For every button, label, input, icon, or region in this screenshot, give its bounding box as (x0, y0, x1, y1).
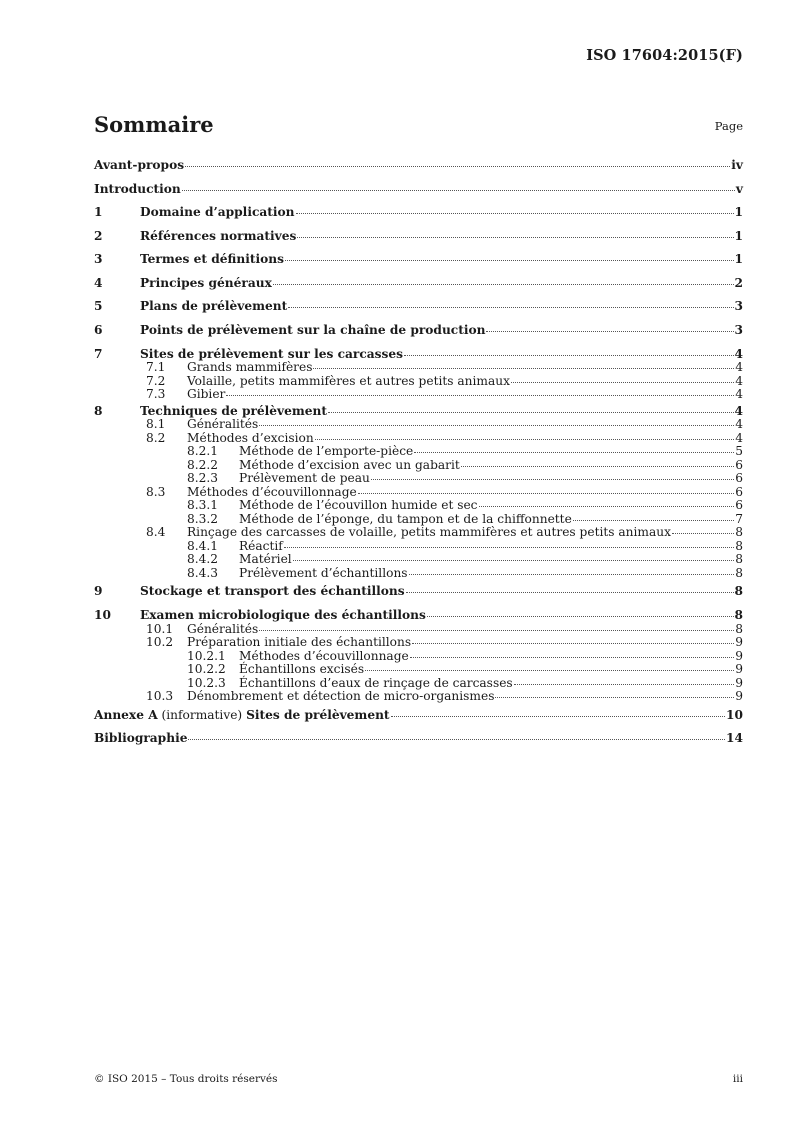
toc-entry-title: Généralités (187, 417, 259, 431)
toc-leader (315, 439, 734, 440)
toc-entry-title: Échantillons excisés (239, 662, 365, 676)
toc-entry-number: 4 (94, 275, 103, 290)
toc-entry-title: Rinçage des carcasses de volaille, petits mammifères et autres petits animaux (187, 525, 671, 539)
toc-entry-8-2-1[interactable] (94, 445, 743, 459)
toc-entry-title: Méthodes d’excision (187, 430, 314, 445)
toc-entry-page: 7 (735, 511, 743, 526)
toc-entry-title: Prélèvement de peau (239, 471, 370, 485)
toc-entry-8-3[interactable] (94, 486, 743, 500)
toc-leader (573, 520, 734, 521)
toc-entry-number: 10 (94, 608, 111, 622)
toc-entry-page: 9 (735, 689, 743, 703)
toc-leader (293, 560, 735, 561)
toc-entry-page: 4 (735, 360, 743, 374)
toc-entry-title: Dénombrement et détection de micro-organismes (187, 689, 495, 703)
toc-entry-4[interactable] (94, 272, 743, 296)
toc-leader (188, 739, 725, 740)
toc-entry-title: Domaine d’application (140, 205, 295, 219)
toc-leader (284, 547, 734, 548)
toc-entry-page: 4 (735, 430, 743, 445)
toc-entry-number: 10.3 (146, 689, 174, 703)
toc-entry-title: Gibier (187, 387, 226, 401)
toc-leader (365, 670, 734, 671)
toc-leader (328, 412, 734, 413)
toc-entry-page: 6 (735, 457, 743, 472)
toc-entry-page: 3 (734, 322, 743, 337)
toc-entry-page: 1 (734, 205, 743, 219)
toc-entry-8-4-3[interactable] (94, 567, 743, 581)
toc-entry-page: 5 (735, 444, 743, 458)
toc-entry-number: 8.4.2 (187, 552, 219, 566)
toc-entry-3[interactable] (94, 248, 743, 272)
toc-entry-page: 9 (735, 662, 743, 676)
toc-entry-10-3[interactable] (94, 690, 743, 704)
toc-entry-page: 8 (735, 552, 743, 566)
toc-entry-title: Points de prélèvement sur la chaîne de production (140, 322, 486, 337)
toc-entry-page: 6 (735, 484, 743, 499)
toc-entry-number: 6 (94, 322, 103, 337)
toc-entry-title: Généralités (187, 621, 259, 636)
toc-entry-10-2[interactable] (94, 636, 743, 650)
toc-leader (514, 684, 735, 685)
toc-entry-number: 8.2 (146, 430, 166, 445)
toc-leader (486, 331, 733, 332)
toc-entry-title: Principes généraux (140, 275, 272, 290)
toc-entry-page: 4 (734, 346, 743, 361)
toc-entry-page: 1 (734, 228, 743, 243)
toc-entry-number: 10.2.1 (187, 648, 226, 663)
toc-entry-7[interactable] (94, 348, 743, 362)
toc-entry-page: 8 (734, 584, 743, 598)
toc-entry-8-4-1[interactable] (94, 540, 743, 554)
toc-entry-10-1[interactable] (94, 623, 743, 637)
toc-entry-page: 8 (735, 621, 743, 636)
document-id: ISO 17604:2015(F) (586, 47, 743, 64)
toc-entry-number: 8.4 (146, 525, 166, 539)
toc-entry-number: 8 (94, 403, 103, 418)
toc-entry-8-3-1[interactable] (94, 499, 743, 513)
toc-entry-avant-propos[interactable] (94, 154, 743, 178)
toc-entry-7-3[interactable] (94, 388, 743, 402)
toc-leader (259, 630, 734, 631)
page-title: Sommaire (94, 112, 214, 137)
toc-leader (391, 716, 725, 717)
toc-leader (288, 307, 733, 308)
toc-entry-page: iv (731, 158, 743, 172)
toc-entry-8-2-3[interactable] (94, 472, 743, 486)
toc-entry-title: Examen microbiologique des échantillons (140, 608, 426, 622)
toc-entry-page: 4 (734, 403, 743, 418)
toc-leader (412, 643, 734, 644)
toc-entry-number: 8.3 (146, 484, 166, 499)
toc-entry-title: Méthodes d’écouvillonnage (187, 484, 357, 499)
toc-entry-8-2-2[interactable] (94, 459, 743, 473)
toc-entry-10-2-1[interactable] (94, 650, 743, 664)
toc-entry-9[interactable] (94, 580, 743, 604)
footer-page-number: iii (732, 1073, 743, 1085)
toc-leader (406, 592, 734, 593)
toc-entry-page: 9 (735, 635, 743, 649)
toc-entry-title: Méthode de l’éponge, du tampon et de la chiffonnette (239, 511, 572, 526)
toc-entry-page: 1 (734, 252, 743, 266)
toc-entry-5[interactable] (94, 295, 743, 319)
toc-entry-number: 9 (94, 584, 103, 598)
annex-label: Annexe A (94, 707, 158, 722)
toc-leader (414, 452, 734, 453)
toc-leader (409, 574, 735, 575)
toc-entry-page: 4 (735, 417, 743, 431)
toc-entry-title: Grands mammifères (187, 360, 313, 374)
toc-leader (313, 368, 734, 369)
toc-entry-number: 7 (94, 346, 103, 361)
annex-type: (informative) (157, 707, 247, 722)
toc-entry-number: 8.1 (146, 417, 166, 431)
toc-entry-title: Techniques de prélèvement (140, 403, 328, 418)
toc-entry-page: 9 (735, 675, 743, 690)
toc-entry-number: 1 (94, 205, 103, 219)
toc-entry-title: Sites de prélèvement sur les carcasses (140, 346, 404, 361)
toc-leader (410, 657, 735, 658)
toc-entry-number: 8.2.3 (187, 471, 219, 485)
toc-entry-title: Méthode de l’écouvillon humide et sec (239, 498, 478, 512)
toc-entry-introduction[interactable] (94, 178, 743, 202)
toc-entry-page: 6 (735, 498, 743, 512)
toc-leader (511, 382, 734, 383)
toc-entry-page: 9 (735, 648, 743, 663)
toc-entry-number: 8.3.1 (187, 498, 219, 512)
toc-entry-8[interactable] (94, 405, 743, 419)
toc-entry-title: Bibliographie (94, 731, 188, 745)
toc-entry-number: 2 (94, 228, 103, 243)
toc-entry-page: 10 (726, 707, 743, 722)
toc-entry-10[interactable] (94, 609, 743, 623)
toc-entry-2[interactable] (94, 225, 743, 249)
toc-entry-number: 7.3 (146, 387, 166, 401)
toc-entry-number: 8.4.1 (187, 538, 219, 553)
toc-entry-number: 8.4.3 (187, 565, 219, 580)
toc-entry-title: Prélèvement d’échantillons (239, 565, 408, 580)
toc-entry-8-2[interactable] (94, 432, 743, 446)
toc-entry-7-2[interactable] (94, 375, 743, 389)
toc-leader (404, 355, 734, 356)
toc-entry-10-2-3[interactable] (94, 677, 743, 691)
toc-entry-number: 10.1 (146, 621, 174, 636)
toc-entry-number: 7.1 (146, 360, 166, 374)
toc-entry-page: 4 (735, 373, 743, 388)
toc-entry-title: Méthodes d’écouvillonnage (239, 648, 409, 663)
toc-entry-1[interactable] (94, 201, 743, 225)
toc-entry-page: 8 (735, 525, 743, 539)
toc-leader (461, 466, 734, 467)
toc-leader (495, 697, 734, 698)
toc-entry-10-2-2[interactable] (94, 663, 743, 677)
toc-entry-title: Termes et définitions (140, 252, 284, 266)
toc-entry-title: Plans de prélèvement (140, 299, 288, 313)
toc-entry-title: Références normatives (140, 228, 297, 243)
toc-entry-title: Méthode de l’emporte-pièce (239, 444, 414, 458)
toc-entry-title: Avant-propos (94, 158, 185, 172)
toc-entry-8-4-2[interactable] (94, 553, 743, 567)
toc-entry-number: 10.2.2 (187, 662, 226, 676)
annex-title: Sites de prélèvement (246, 707, 390, 722)
toc-entry-page: 8 (735, 565, 743, 580)
toc-entry-page: 6 (735, 471, 743, 485)
toc-entry-page: 8 (735, 538, 743, 553)
toc-leader (427, 616, 734, 617)
toc-entry-title: Méthode d’excision avec un gabarit (239, 457, 460, 472)
table-of-contents (94, 154, 743, 751)
toc-entry-title: Volaille, petits mammifères et autres petits animaux (187, 373, 510, 388)
toc-entry-page: 8 (734, 608, 743, 622)
toc-leader (297, 237, 733, 238)
toc-entry-number: 5 (94, 299, 103, 313)
toc-entry-page: v (735, 181, 743, 196)
toc-entry-title: Préparation initiale des échantillons (187, 635, 412, 649)
toc-leader (285, 260, 734, 261)
toc-entry-title: Réactif (239, 538, 283, 553)
toc-entry-number: 8.2.1 (187, 444, 219, 458)
toc-leader (226, 395, 734, 396)
toc-entry-8-4[interactable] (94, 526, 743, 540)
page-column-label: Page (714, 119, 743, 133)
toc-leader (358, 493, 735, 494)
toc-entry-title: Stockage et transport des échantillons (140, 584, 405, 598)
toc-entry-title: Matériel (239, 552, 292, 566)
toc-leader (371, 479, 734, 480)
toc-entry-annexe-a[interactable] (94, 704, 743, 728)
toc-entry-number: 7.2 (146, 373, 166, 388)
toc-entry-page: 2 (734, 275, 743, 290)
toc-entry-number: 10.2 (146, 635, 174, 649)
toc-entry-title: Échantillons d’eaux de rinçage de carcasses (239, 675, 513, 690)
toc-leader (296, 213, 734, 214)
toc-leader (672, 533, 734, 534)
toc-entry-page: 14 (726, 731, 743, 745)
toc-entry-8-3-2[interactable] (94, 513, 743, 527)
toc-entry-7-1[interactable] (94, 361, 743, 375)
toc-entry-6[interactable] (94, 319, 743, 343)
toc-leader (273, 284, 734, 285)
toc-leader (479, 506, 735, 507)
toc-entry-number: 8.3.2 (187, 511, 219, 526)
toc-entry-title: Introduction (94, 181, 181, 196)
toc-entry-number: 8.2.2 (187, 457, 219, 472)
toc-entry-number: 3 (94, 252, 103, 266)
toc-leader (259, 425, 734, 426)
toc-entry-number: 10.2.3 (187, 675, 226, 690)
toc-entry-8-1[interactable] (94, 418, 743, 432)
toc-leader (182, 190, 735, 191)
toc-entry-title (94, 704, 390, 728)
footer-copyright: © ISO 2015 – Tous droits réservés (94, 1073, 278, 1085)
toc-entry-bibliographie[interactable] (94, 727, 743, 751)
toc-entry-page: 3 (734, 299, 743, 313)
toc-leader (185, 166, 730, 167)
toc-entry-page: 4 (735, 387, 743, 401)
